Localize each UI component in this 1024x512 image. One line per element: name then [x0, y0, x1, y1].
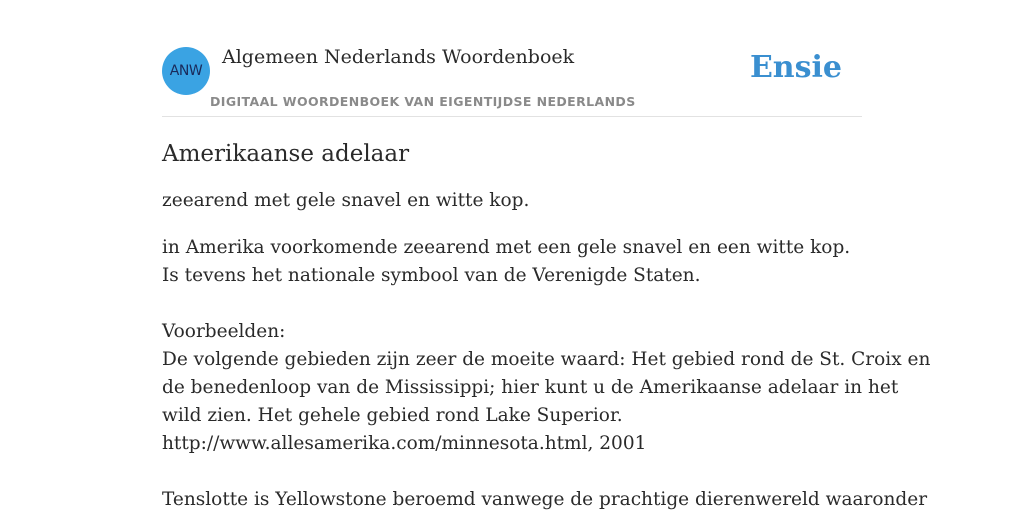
- spacer: [162, 458, 882, 486]
- anw-logo-text: ANW: [169, 63, 203, 79]
- example-line: Tenslotte is Yellowstone beroemd vanwege de prachtige dierenwereld waaronder: [162, 489, 928, 510]
- site-subtitle: DIGITAAL WOORDENBOEK VAN EIGENTIJDSE NEDERLANDS: [210, 94, 636, 109]
- site-title[interactable]: Algemeen Nederlands Woordenboek: [222, 46, 575, 68]
- anw-logo[interactable]: [162, 47, 210, 95]
- example-line: de benedenloop van de Mississippi; hier kunt u de Amerikaanse adelaar in het: [162, 377, 899, 398]
- entry-content: [162, 138, 931, 512]
- page-title: Amerikaanse adelaar: [162, 141, 410, 167]
- short-definition: zeearend met gele snavel en witte kop.: [162, 190, 530, 211]
- definition-body: [162, 234, 931, 512]
- definition-line: Is tevens het nationale symbool van de Verenigde Staten.: [162, 265, 701, 286]
- site-header: [162, 38, 862, 117]
- example-line: De volgende gebieden zijn zeer de moeite waard: Het gebied rond de St. Croix en: [162, 349, 931, 370]
- example-source: http://www.allesamerika.com/minnesota.html, 2001: [162, 433, 647, 454]
- spacer: [162, 290, 882, 318]
- ensie-brand-logo[interactable]: Ensie: [749, 50, 842, 85]
- examples-label: Voorbeelden:: [162, 321, 286, 342]
- example-line: wild zien. Het gehele gebied rond Lake Superior.: [162, 405, 623, 426]
- definition-line: in Amerika voorkomende zeearend met een gele snavel en een witte kop.: [162, 237, 851, 258]
